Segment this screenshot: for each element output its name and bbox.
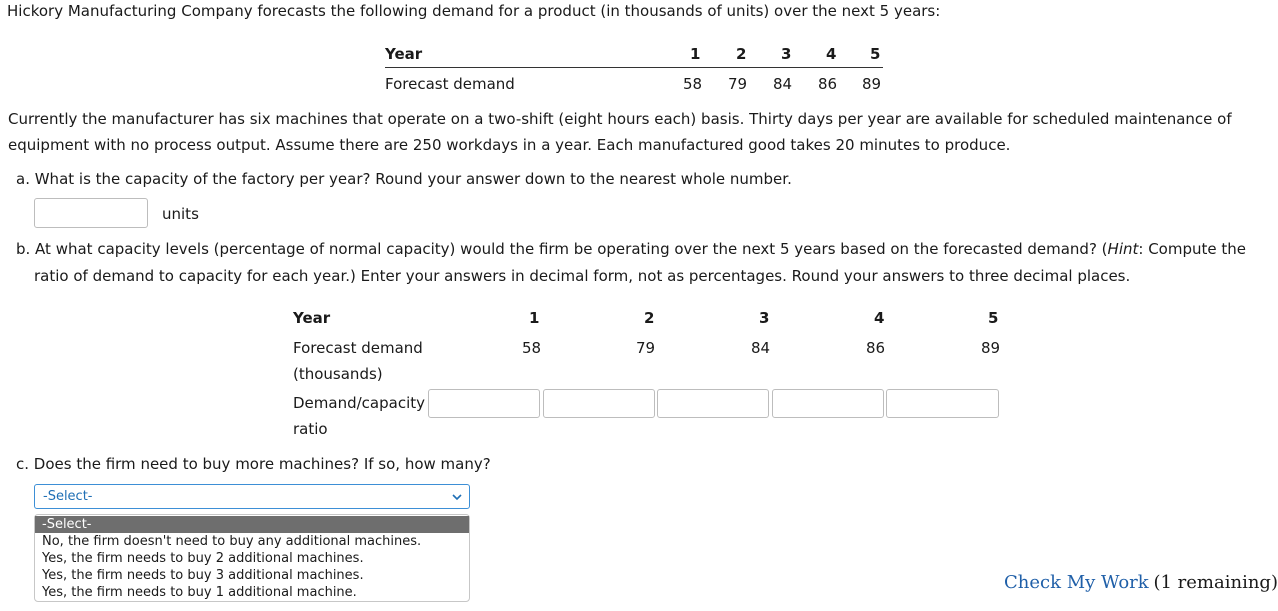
ratio-table-year-label: Year: [293, 309, 331, 327]
ratio-table-demand-3: 84: [751, 339, 771, 357]
ratio-table-demand-label-line2: (thousands): [293, 365, 383, 383]
forecast-year-label: Year: [385, 45, 423, 63]
ratio-table-ratio-label-line1: Demand/capacity: [293, 394, 425, 412]
ratio-table-demand-label-line1: Forecast demand: [293, 339, 423, 357]
dropdown-option-select[interactable]: -Select-: [35, 516, 469, 533]
ratio-input-year-4[interactable]: [772, 389, 884, 418]
forecast-year-2: 2: [736, 45, 747, 63]
machines-dropdown-list: [34, 514, 470, 602]
ratio-table-year-5: 5: [988, 309, 999, 327]
intro-text: Hickory Manufacturing Company forecasts the following demand for a product (in thousands of units) over the next 5 years:: [7, 2, 941, 20]
forecast-demand-4: 86: [818, 75, 838, 93]
forecast-demand-label: Forecast demand: [385, 75, 515, 93]
check-my-work-link[interactable]: Check My Work: [1004, 572, 1149, 593]
ratio-table-year-3: 3: [759, 309, 770, 327]
ratio-table-year-4: 4: [874, 309, 885, 327]
forecast-year-5: 5: [870, 45, 881, 63]
part-b-question-post: : Compute the: [1138, 240, 1246, 258]
ratio-input-year-5[interactable]: [886, 389, 999, 418]
dropdown-option-one-machine[interactable]: Yes, the firm needs to buy 1 additional machine.: [42, 585, 357, 600]
dropdown-option-two-machines[interactable]: Yes, the firm needs to buy 2 additional machines.: [42, 551, 364, 566]
ratio-table-ratio-label-line2: ratio: [293, 420, 328, 438]
ratio-input-year-3[interactable]: [657, 389, 769, 418]
ratio-table-year-1: 1: [529, 309, 540, 327]
ratio-table-demand-4: 86: [866, 339, 886, 357]
part-b-question-line1: [16, 240, 1246, 258]
ratio-table-demand-5: 89: [981, 339, 1001, 357]
forecast-demand-5: 89: [862, 75, 882, 93]
forecast-demand-2: 79: [728, 75, 748, 93]
ratio-table-demand-1: 58: [522, 339, 542, 357]
chevron-down-icon: [451, 491, 463, 503]
hint-word: Hint: [1107, 240, 1139, 258]
forecast-table-divider: [385, 67, 883, 68]
machines-select[interactable]: [34, 484, 470, 509]
remaining-attempts: (1 remaining): [1153, 572, 1278, 593]
problem-paragraph-line1: Currently the manufacturer has six machines that operate on a two-shift (eight hours each) basis. Thirty days per year are available for scheduled maintenance of: [8, 110, 1232, 128]
dropdown-option-three-machines[interactable]: Yes, the firm needs to buy 3 additional machines.: [42, 568, 364, 583]
problem-paragraph-line2: equipment with no process output. Assume there are 250 workdays in a year. Each manufactured good takes 20 minutes to produce.: [8, 136, 1011, 154]
check-work-area: [1004, 572, 1278, 593]
part-a-question: a. What is the capacity of the factory per year? Round your answer down to the nearest whole number.: [16, 170, 792, 188]
forecast-year-4: 4: [826, 45, 837, 63]
part-b-question-pre: b. At what capacity levels (percentage of normal capacity) would the firm be operating over the next 5 years based on the forecasted demand? (: [16, 240, 1108, 258]
dropdown-option-no-machines[interactable]: No, the firm doesn't need to buy any additional machines.: [42, 534, 422, 549]
forecast-demand-1: 58: [683, 75, 703, 93]
forecast-year-3: 3: [781, 45, 792, 63]
units-label: units: [162, 205, 199, 223]
capacity-input[interactable]: [34, 198, 148, 228]
ratio-table-demand-2: 79: [636, 339, 656, 357]
machines-select-value: -Select-: [43, 489, 93, 504]
ratio-table-year-2: 2: [644, 309, 655, 327]
ratio-input-year-2[interactable]: [543, 389, 655, 418]
part-b-question-line2: ratio of demand to capacity for each year.) Enter your answers in decimal form, not as percentages. Round your answers to three decimal places.: [34, 267, 1131, 285]
part-c-question: c. Does the firm need to buy more machines? If so, how many?: [16, 455, 491, 473]
ratio-input-year-1[interactable]: [428, 389, 540, 418]
forecast-demand-3: 84: [773, 75, 793, 93]
forecast-year-1: 1: [690, 45, 701, 63]
